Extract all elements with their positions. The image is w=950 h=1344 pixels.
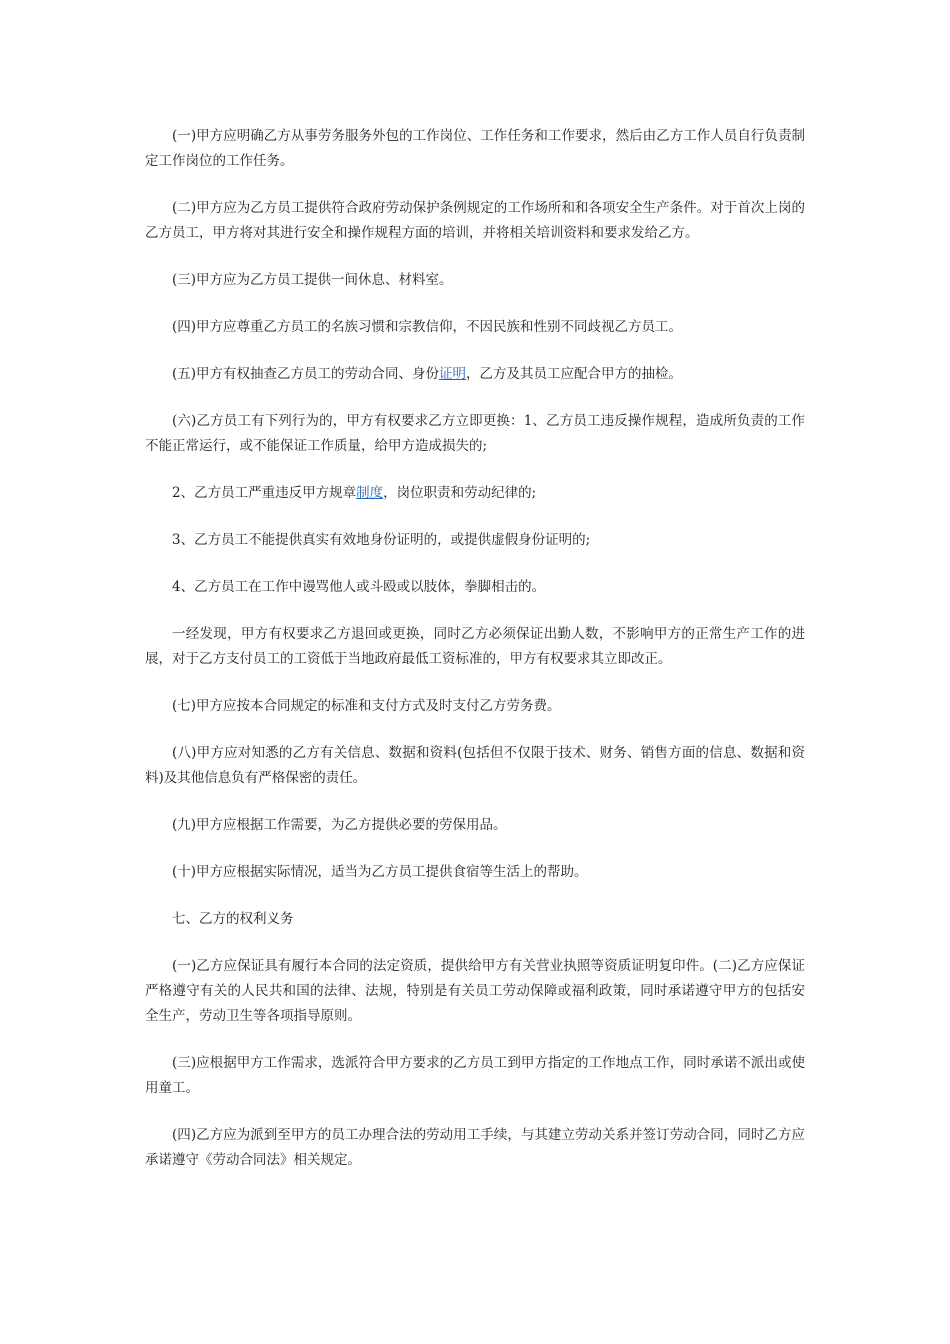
section-heading: 七、乙方的权利义务 — [172, 911, 294, 927]
paragraph-7 — [145, 481, 805, 506]
paragraph-7-after: ，岗位职责和劳动纪律的; — [383, 485, 537, 501]
paragraph-5-after: ，乙方及其员工应配合甲方的抽检。 — [466, 366, 683, 382]
paragraph-1: (一)甲方应明确乙方从事劳务服务外包的工作岗位、工作任务和工作要求，然后由乙方工作人员自行负责制定工作岗位的工作任务。 — [145, 128, 805, 169]
paragraph-2: (二)甲方应为乙方员工提供符合政府劳动保护条例规定的工作场所和和各项安全生产条件。对于首次上岗的乙方员工，甲方将对其进行安全和操作规程方面的培训，并将相关培训资料和要求发给乙方。 — [145, 200, 805, 241]
paragraph-4: (四)甲方应尊重乙方员工的名族习惯和宗教信仰，不因民族和性别不同歧视乙方员工。 — [172, 319, 683, 335]
document-body — [145, 124, 805, 1195]
paragraph-13: (九)甲方应根据工作需要，为乙方提供必要的劳保用品。 — [172, 817, 507, 833]
paragraph-7-before: 2、乙方员工严重违反甲方规章 — [172, 485, 357, 501]
paragraph-6: (六)乙方员工有下列行为的，甲方有权要求乙方立即更换：1、乙方员工违反操作规程，造成所负责的工作不能正常运行，或不能保证工作质量，给甲方造成损失的; — [145, 413, 805, 454]
paragraph-9: 4、乙方员工在工作中谩骂他人或斗殴或以肢体，拳脚相击的。 — [172, 579, 546, 595]
paragraph-11: (七)甲方应按本合同规定的标准和支付方式及时支付乙方劳务费。 — [172, 698, 561, 714]
link-zhengming[interactable]: 证明 — [439, 366, 467, 382]
paragraph-16: (一)乙方应保证具有履行本合同的法定资质，提供给甲方有关营业执照等资质证明复印件。(二)乙方应保证严格遵守有关的人民共和国的法律、法规，特别是有关员工劳动保障或福利政策，同时承诺遵守甲方的包括安全生产，劳动卫生等各项指导原则。 — [145, 958, 805, 1024]
paragraph-3: (三)甲方应为乙方员工提供一间休息、材料室。 — [172, 272, 453, 288]
paragraph-5-before: (五)甲方有权抽查乙方员工的劳动合同、身份 — [172, 366, 440, 382]
paragraph-8: 3、乙方员工不能提供真实有效地身份证明的，或提供虚假身份证明的; — [172, 532, 591, 548]
paragraph-17: (三)应根据甲方工作需求，选派符合甲方要求的乙方员工到甲方指定的工作地点工作，同时承诺不派出或使用童工。 — [145, 1055, 805, 1096]
paragraph-14: (十)甲方应根据实际情况，适当为乙方员工提供食宿等生活上的帮助。 — [172, 864, 588, 880]
paragraph-5 — [145, 362, 805, 387]
link-zhidu[interactable]: 制度 — [356, 485, 384, 501]
paragraph-10: 一经发现，甲方有权要求乙方退回或更换，同时乙方必须保证出勤人数，不影响甲方的正常生产工作的进展，对于乙方支付员工的工资低于当地政府最低工资标准的，甲方有权要求其立即改正。 — [145, 626, 805, 667]
paragraph-18: (四)乙方应为派到至甲方的员工办理合法的劳动用工手续，与其建立劳动关系并签订劳动合同，同时乙方应承诺遵守《劳动合同法》相关规定。 — [145, 1127, 805, 1168]
paragraph-12: (八)甲方应对知悉的乙方有关信息、数据和资料(包括但不仅限于技术、财务、销售方面的信息、数据和资料)及其他信息负有严格保密的责任。 — [145, 745, 805, 786]
